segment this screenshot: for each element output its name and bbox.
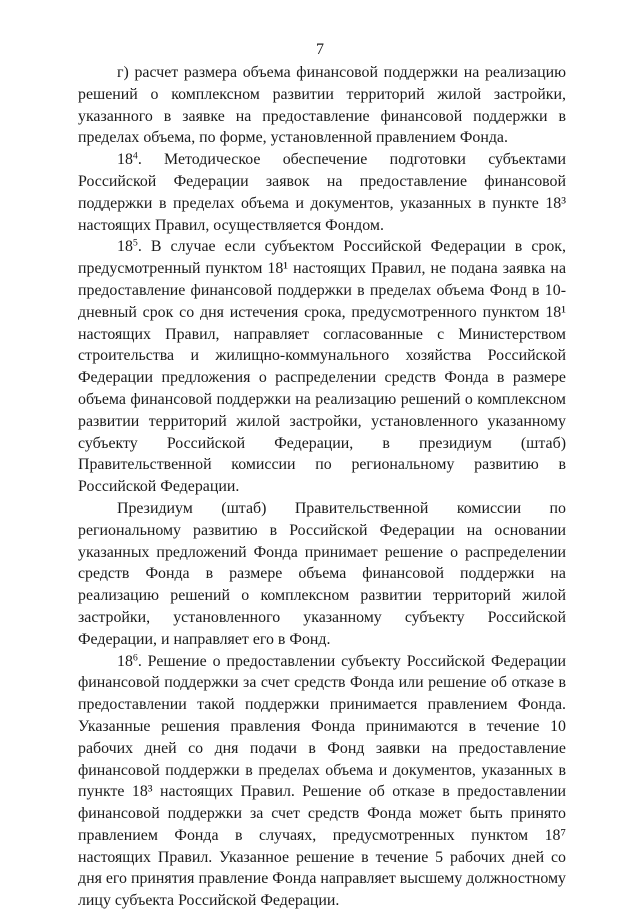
- paragraph-text: г) расчет размера объема финансовой поддержки на реализацию решений о комплексном развитии территорий жилой застройки, указанного в заявке на предоставление финансовой поддержки в пределах объема, по форме, установленной правлением Фонда.: [78, 64, 566, 147]
- paragraph: [78, 236, 566, 498]
- document-body: [78, 62, 566, 912]
- clause-number: 18: [117, 151, 133, 169]
- paragraph-text: . Решение о предоставлении субъекту Российской Федерации финансовой поддержки за счет средств Фонда или решение об отказе в предоставлении такой поддержки принимается правлением Фонда. Указанные решения правления Фонда принимаются в течение 10 рабочих дней со дня подачи в Фонд заявки на предоставление финансовой поддержки в пределах объема и документов, указанных в пункте 18³ настоящих Правил. Решение об отказе в предоставлении финансовой поддержки за счет средств Фонда может быть принято правлением Фонда в случаях, предусмотренных пунктом 18⁷ настоящих Правил. Указанное решение в течение 5 рабочих дней со дня его принятия правление Фонда направляет высшему должностному лицу субъекта Российской Федерации.: [78, 652, 566, 910]
- clause-number: 18: [117, 652, 133, 670]
- paragraph: [78, 62, 566, 149]
- clause-superscript: 5: [132, 237, 138, 249]
- paragraph: [78, 651, 566, 912]
- paragraph-text: Президиум (штаб) Правительственной комиссии по региональному развитию в Российской Федерации на основании указанных предложений Фонда принимает решение о распределении средств Фонда в размере объема финансовой поддержки на реализацию решений о комплексном развитии территорий жилой застройки, установленного указанному субъекту Российской Федерации, и направляет его в Фонд.: [78, 499, 566, 648]
- paragraph: [78, 498, 566, 651]
- clause-superscript: 6: [132, 651, 138, 663]
- page-number: 7: [316, 41, 324, 58]
- clause-number: 18: [117, 238, 133, 256]
- paragraph: [78, 149, 566, 236]
- paragraph-text: . Методическое обеспечение подготовки субъектами Российской Федерации заявок на предоставление финансовой поддержки в пределах объема и документов, указанных в пункте 18³ настоящих Правил, осуществляется Фондом.: [78, 151, 566, 234]
- clause-superscript: 4: [132, 150, 138, 162]
- paragraph-text: . В случае если субъектом Российской Федерации в срок, предусмотренный пунктом 18¹ настоящих Правил, не подана заявка на предоставление финансовой поддержки в пределах объема Фонд в 10-дневный срок со дня истечения срока, предусмотренного пунктом 18¹ настоящих Правил, направляет согласованные с Министерством строительства и жилищно-коммунального хозяйства Российской Федерации предложения о распределении средств Фонда в размере объема финансовой поддержки на реализацию решений о комплексном развитии территорий жилой застройки, установленного указанному субъекту Российской Федерации, в президиум (штаб) Правительственной комиссии по региональному развитию в Российской Федерации.: [78, 238, 566, 496]
